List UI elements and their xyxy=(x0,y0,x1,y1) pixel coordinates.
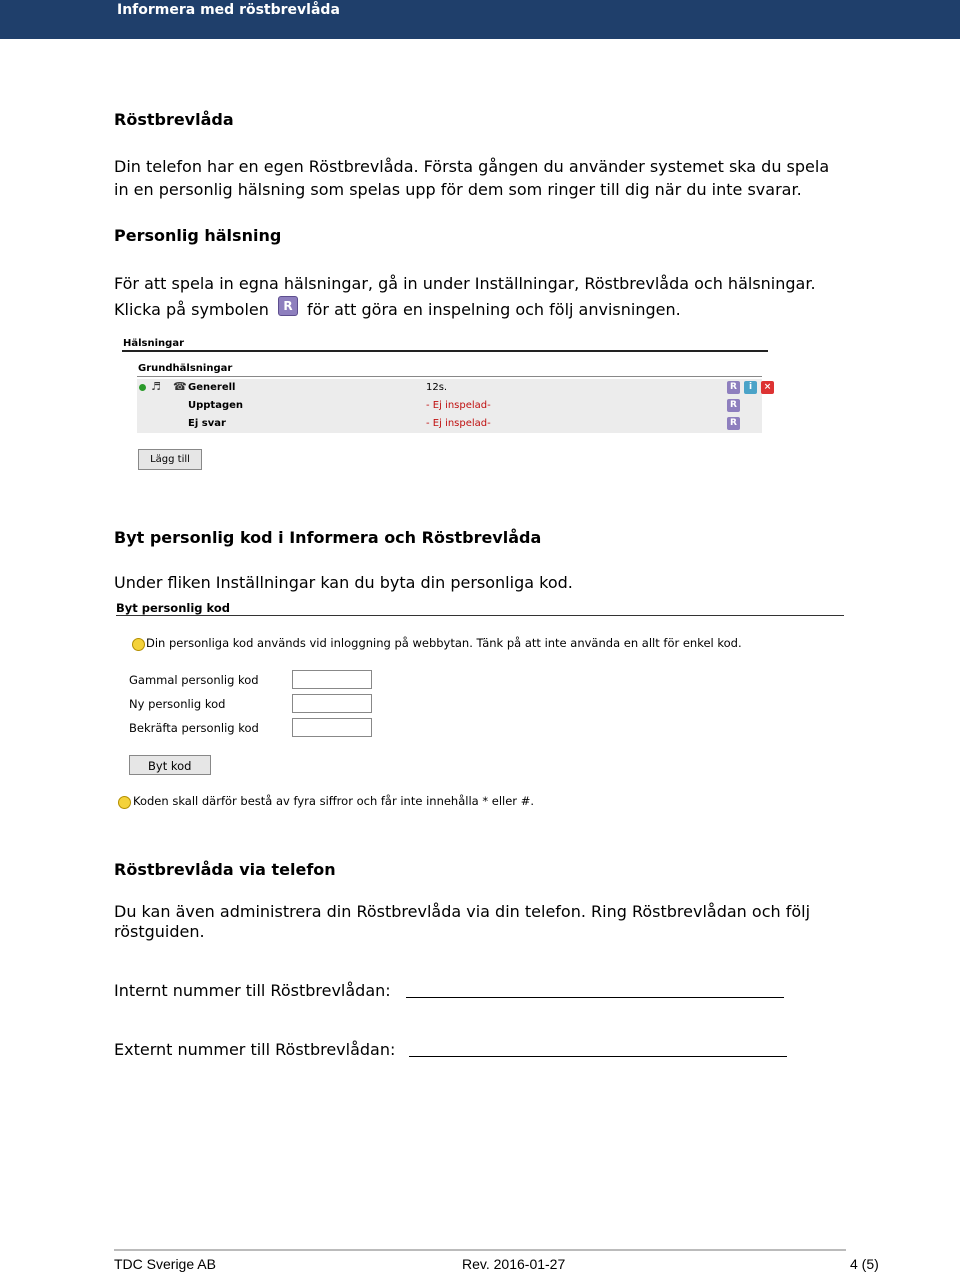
record-icon[interactable]: R xyxy=(727,417,740,430)
delete-icon[interactable]: × xyxy=(761,381,774,394)
document-title: Informera med röstbrevlåda xyxy=(117,2,340,18)
add-greeting-button[interactable]: Lägg till xyxy=(138,449,202,470)
intro-line-1: Din telefon har en egen Röstbrevlåda. Första gången du använder systemet ska du spela xyxy=(114,157,830,176)
greeting-row-ej-svar[interactable] xyxy=(137,415,762,433)
active-indicator-icon xyxy=(139,384,146,391)
divider xyxy=(137,376,762,377)
greeting-status: - Ej inspelad- xyxy=(426,400,491,411)
greeting-instruction-2a: Klicka på symbolen xyxy=(114,300,269,319)
external-number-blank xyxy=(409,1056,787,1057)
greeting-row-generell[interactable] xyxy=(137,379,772,397)
speaker-icon: ♬ xyxy=(151,380,161,393)
phone-icon: ☎ xyxy=(173,380,187,393)
heading-via-telefon: Röstbrevlåda via telefon xyxy=(114,860,336,879)
info-icon[interactable]: i xyxy=(744,381,757,394)
change-code-instruction: Under fliken Inställningar kan du byta din personliga kod. xyxy=(114,573,573,592)
intro-line-2: in en personlig hälsning som spelas upp för dem som ringer till dig när du inte svarar. xyxy=(114,180,802,199)
greeting-instruction-2b: för att göra en inspelning och följ anvisningen. xyxy=(307,300,681,319)
footer-divider xyxy=(114,1249,846,1251)
footer-revision: Rev. 2016-01-27 xyxy=(462,1256,566,1272)
change-code-button[interactable]: Byt kod xyxy=(129,755,211,775)
new-code-label: Ny personlig kod xyxy=(129,697,226,711)
internal-number-blank xyxy=(406,997,784,998)
heading-rostbrevlada: Röstbrevlåda xyxy=(114,110,234,129)
record-icon[interactable]: R xyxy=(727,381,740,394)
lightbulb-icon xyxy=(118,796,131,809)
footer-company: TDC Sverige AB xyxy=(114,1256,216,1272)
record-icon[interactable]: R xyxy=(727,399,740,412)
heading-personlig-halsning: Personlig hälsning xyxy=(114,226,282,245)
confirm-code-label: Bekräfta personlig kod xyxy=(129,721,259,735)
code-tip-text: Koden skall därför bestå av fyra siffror och får inte innehålla * eller #. xyxy=(133,794,534,808)
record-icon xyxy=(278,296,298,316)
internal-number-label: Internt nummer till Röstbrevlådan: xyxy=(114,981,391,1000)
phone-admin-line-2: röstguiden. xyxy=(114,922,205,941)
heading-byt-kod: Byt personlig kod i Informera och Röstbrevlåda xyxy=(114,528,542,547)
old-code-label: Gammal personlig kod xyxy=(129,673,259,687)
phone-admin-line-1: Du kan även administrera din Röstbrevlåda via din telefon. Ring Röstbrevlådan och följ xyxy=(114,902,811,921)
greeting-instruction-1: För att spela in egna hälsningar, gå in under Inställningar, Röstbrevlåda och hälsningar. xyxy=(114,274,816,293)
greeting-name: Generell xyxy=(188,382,236,393)
greeting-name: Ej svar xyxy=(188,418,226,429)
record-icon-letter: R xyxy=(283,299,293,313)
divider xyxy=(122,350,768,352)
external-number-label: Externt nummer till Röstbrevlådan: xyxy=(114,1040,396,1059)
greetings-panel-subtitle: Grundhälsningar xyxy=(138,363,233,374)
document-header xyxy=(0,0,960,39)
footer-page: 4 (5) xyxy=(850,1256,879,1272)
change-code-screenshot xyxy=(114,600,846,815)
old-code-input[interactable] xyxy=(292,670,372,689)
divider xyxy=(116,615,844,616)
greeting-name: Upptagen xyxy=(188,400,244,411)
new-code-input[interactable] xyxy=(292,694,372,713)
greeting-status: 12s. xyxy=(426,382,448,393)
greetings-panel-title: Hälsningar xyxy=(123,338,185,349)
code-info-text: Din personliga kod används vid inloggning på webbytan. Tänk på att inte använda en allt för enkel kod. xyxy=(146,636,742,650)
confirm-code-input[interactable] xyxy=(292,718,372,737)
code-panel-title: Byt personlig kod xyxy=(116,601,230,615)
lightbulb-icon xyxy=(132,638,145,651)
greeting-status: - Ej inspelad- xyxy=(426,418,491,429)
greeting-row-upptagen[interactable] xyxy=(137,397,762,415)
greetings-screenshot xyxy=(120,336,770,476)
